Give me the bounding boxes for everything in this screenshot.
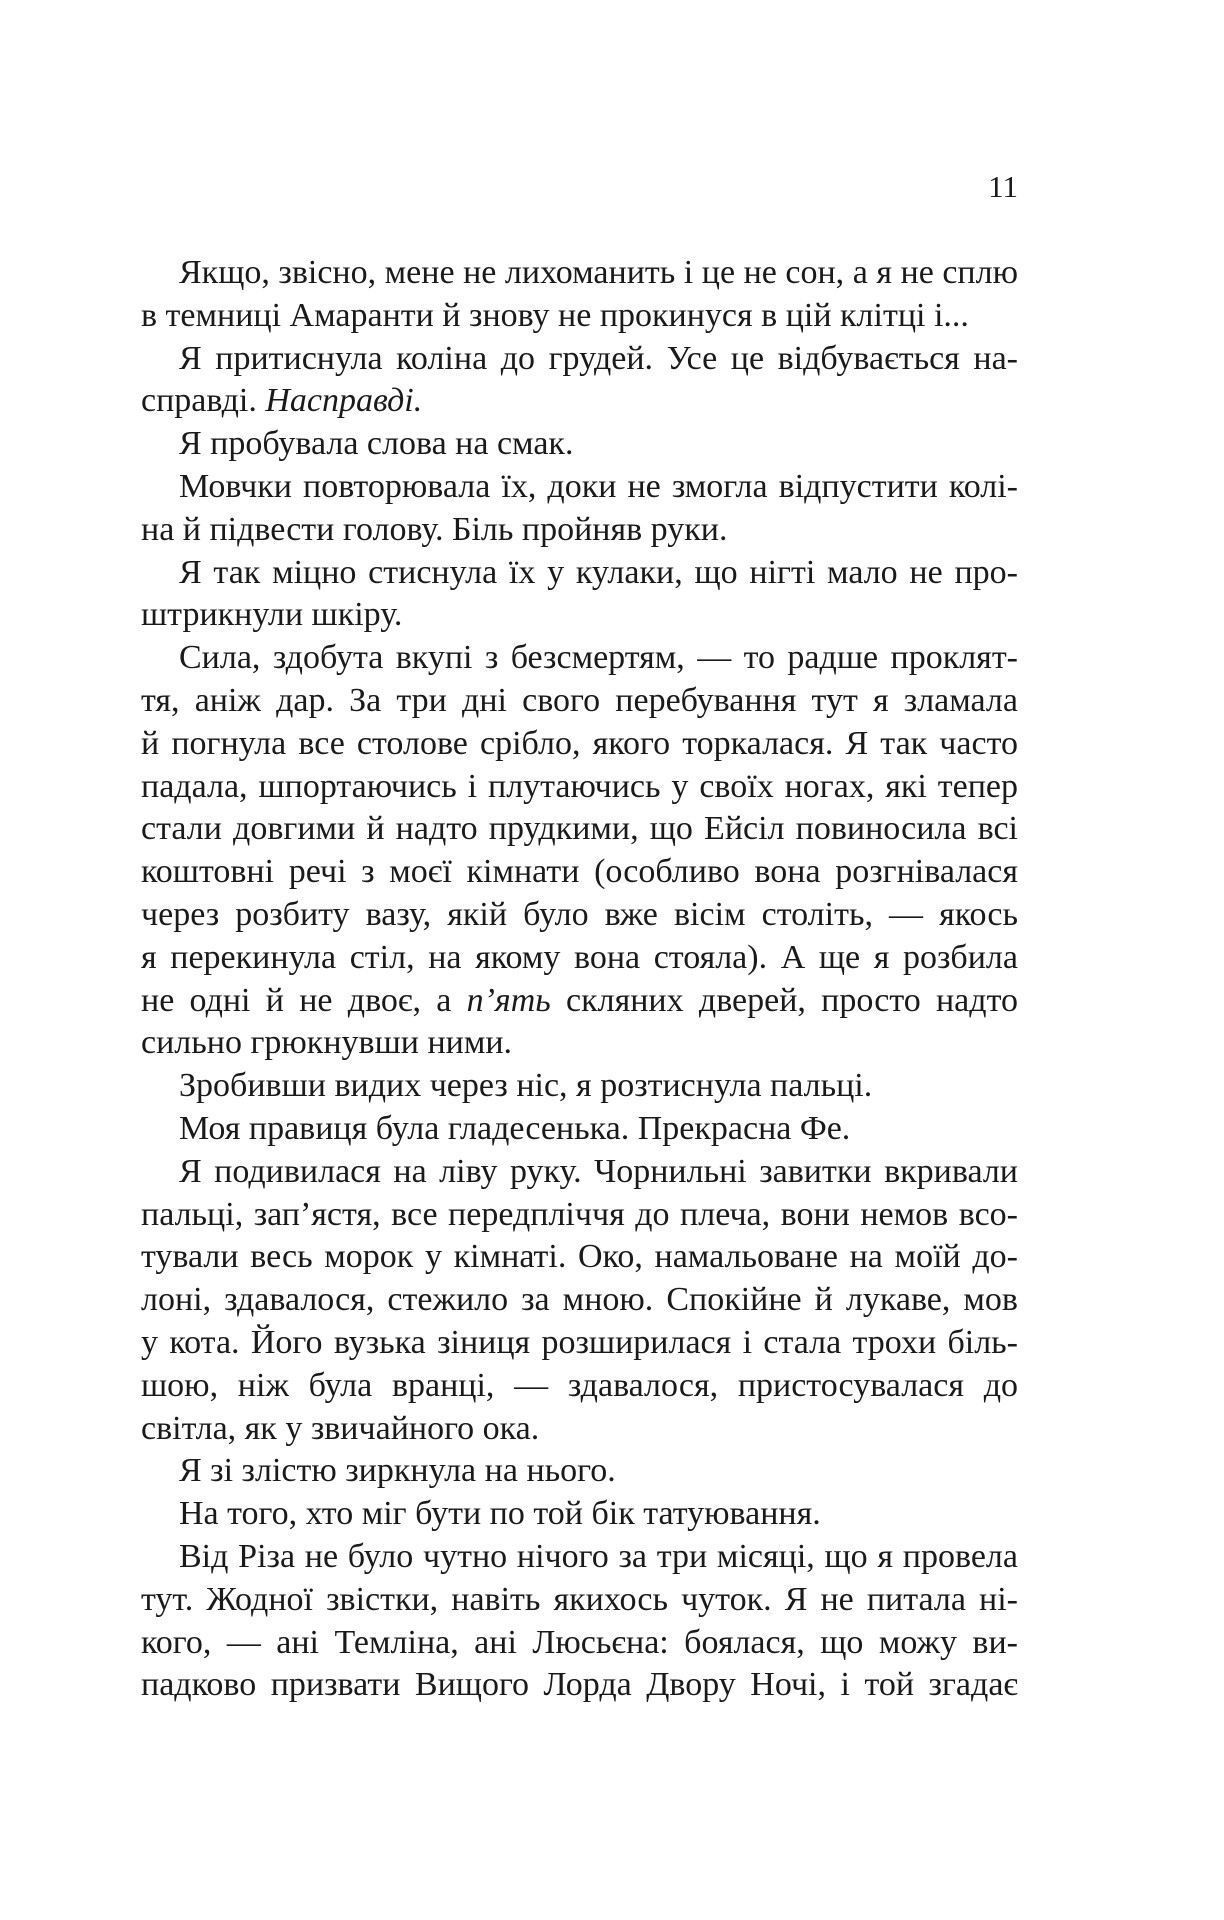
text-segment: коштовні речі з моєї кімнати (особливо вона розгнівалася <box>141 853 1018 891</box>
text-segment: й погнула все столове срібло, якого торкалася. Я так часто <box>141 724 1018 762</box>
text-line <box>141 1236 1018 1279</box>
text-segment: лоні, здавалося, стежило за мною. Спокійне й лукаве, мов <box>141 1281 1018 1319</box>
text-line <box>141 252 1018 295</box>
text-line <box>141 1022 1018 1065</box>
text-segment: Я зі злістю зиркнула на нього. <box>179 1452 616 1490</box>
text-segment: стали довгими й надто прудкими, що Ейсіл повиносила всі <box>141 810 1018 848</box>
text-line <box>141 466 1018 509</box>
text-line <box>141 808 1018 851</box>
text-segment: Я подивилася на ліву руку. Чорнильні завитки вкривали <box>179 1152 1018 1190</box>
text-line <box>141 1579 1018 1622</box>
text-line <box>141 1493 1018 1536</box>
text-segment: падала, шпортаючись і плутаючись у своїх ногах, які тепер <box>141 767 1018 805</box>
text-segment: пальці, зап’ястя, все передпліччя до плеча, вони немов всо- <box>141 1195 1018 1233</box>
text-line <box>141 637 1018 680</box>
text-line <box>141 980 1018 1023</box>
text-segment: шою, ніж була вранці, — здавалося, пристосувалася до <box>141 1366 1018 1404</box>
text-line <box>141 1279 1018 1322</box>
text-segment: Я пробувала слова на смак. <box>179 425 574 463</box>
text-line <box>141 937 1018 980</box>
text-segment: штрикнули шкіру. <box>141 596 403 634</box>
text-line <box>141 1365 1018 1408</box>
text-line <box>141 380 1018 423</box>
text-line <box>141 338 1018 381</box>
text-segment: падково призвати Вищого Лорда Двору Ночі, і той згадає <box>141 1666 1018 1704</box>
text-line <box>141 851 1018 894</box>
text-segment: Моя правиця була гладесенька. Прекрасна Фе. <box>179 1109 851 1147</box>
text-segment: Мовчки повторювала їх, доки не змогла відпустити колі- <box>179 467 1018 505</box>
italic-text-segment: п’ять <box>466 981 551 1019</box>
text-segment: Зробивши видих через ніс, я розтиснула пальці. <box>179 1067 873 1105</box>
text-line <box>141 1408 1018 1451</box>
text-line <box>141 1322 1018 1365</box>
text-line <box>141 1194 1018 1237</box>
text-segment: на й підвести голову. Біль пройняв руки. <box>141 510 728 548</box>
text-line <box>141 1065 1018 1108</box>
text-line <box>141 1450 1018 1493</box>
text-segment: в темниці Амаранти й знову не прокинуся в цій клітці і... <box>141 296 969 334</box>
text-segment: скляних дверей, просто надто <box>550 981 1018 1019</box>
text-segment: На того, хто міг бути по той бік татуювання. <box>179 1495 821 1533</box>
text-line <box>141 594 1018 637</box>
text-segment: тут. Жодної звістки, навіть якихось чуток. Я не питала ні- <box>141 1580 1018 1618</box>
text-line <box>141 1622 1018 1665</box>
text-segment: тували весь морок у кімнаті. Око, намальоване на моїй до- <box>141 1238 1018 1276</box>
italic-text-segment: Насправді. <box>265 382 423 420</box>
text-segment: через розбиту вазу, якій було вже вісім століть, — якось <box>141 895 1018 933</box>
text-segment: сильно грюкнувши ними. <box>141 1024 513 1062</box>
text-line <box>141 1664 1018 1707</box>
text-segment: не одні й не двоє, а <box>141 981 467 1019</box>
body-text <box>141 252 1018 1707</box>
text-line <box>141 1151 1018 1194</box>
text-line <box>141 766 1018 809</box>
text-line <box>141 423 1018 466</box>
text-segment: Якщо, звісно, мене не лихоманить і це не сон, а я не сплю <box>179 254 1018 291</box>
text-segment: Я притиснула коліна до грудей. Усе це відбувається на- <box>179 339 1018 377</box>
text-segment: у кота. Його вузька зіниця розширилася і стала трохи біль- <box>141 1323 1018 1361</box>
text-line <box>141 894 1018 937</box>
text-segment: Сила, здобута вкупі з безсмертям, — то радше проклят- <box>179 639 1018 677</box>
text-line <box>141 723 1018 766</box>
text-segment: справді. <box>141 382 266 420</box>
text-segment: кого, — ані Темліна, ані Люсьєна: боялася, що можу ви- <box>141 1623 1018 1661</box>
text-line <box>141 295 1018 338</box>
text-line <box>141 552 1018 595</box>
text-segment: світла, як у звичайного ока. <box>141 1409 540 1447</box>
text-line <box>141 509 1018 552</box>
text-segment: Я так міцно стиснула їх у кулаки, що нігті мало не про- <box>179 553 1018 591</box>
text-line <box>141 1108 1018 1151</box>
page-number: 11 <box>988 169 1018 204</box>
text-segment: я перекинула стіл, на якому вона стояла). А ще я розбила <box>141 938 1018 976</box>
text-segment: тя, аніж дар. За три дні свого перебування тут я зламала <box>141 681 1018 719</box>
text-line <box>141 680 1018 723</box>
text-line <box>141 1536 1018 1579</box>
text-segment: Від Різа не було чутно нічого за три місяці, що я провела <box>179 1537 1018 1575</box>
